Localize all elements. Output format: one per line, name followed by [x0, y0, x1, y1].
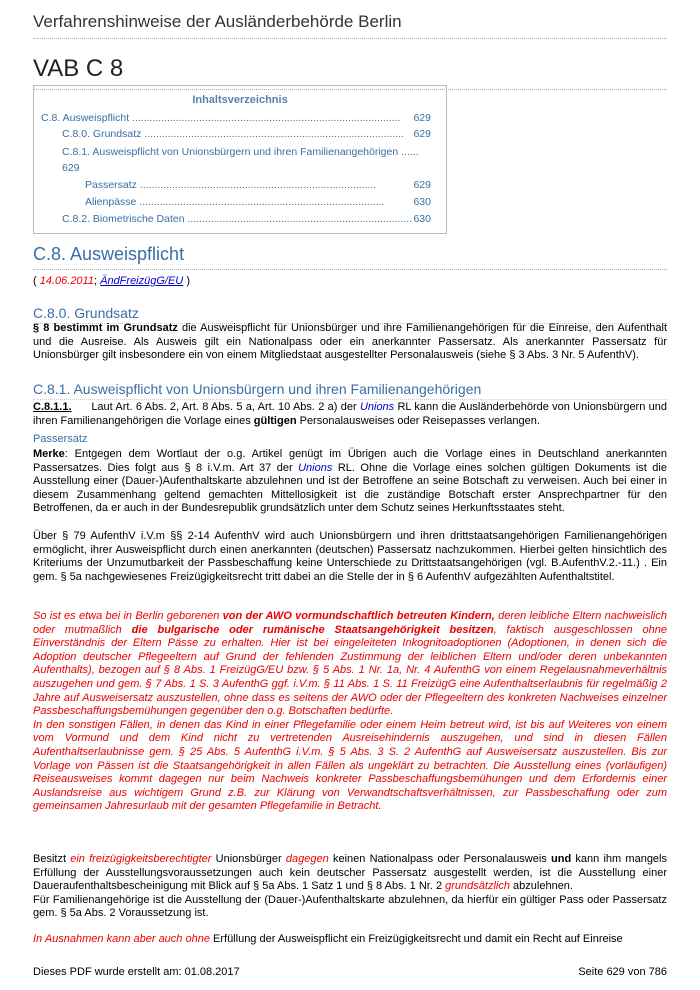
- footer-page: Seite 629 von 786: [578, 966, 667, 978]
- footer-created: Dieses PDF wurde erstellt am: 01.08.2017: [33, 966, 240, 978]
- document-header: Verfahrenshinweise der Ausländerbehörde Berlin: [33, 12, 667, 39]
- document-id: VAB C 8: [33, 55, 667, 90]
- grundsatz-paragraph: § 8 bestimmt im Grundsatz die Ausweispflicht für Unionsbürger und ihre Familienangehörigen für die Einreise, den Aufenthalt und die Ausreise. Als Ausweis gilt ein Nationalpass oder ein anerkannter Passersatz. Als anerkannter Passersatz für Unionsbürger gilt insbesondere ein von einem Mitgliedstaat ausgestellter Personalausweis (siehe § 3 Abs. 3 Nr. 5 AufenthV).: [33, 322, 667, 362]
- table-of-contents: [33, 85, 447, 234]
- amendment-link[interactable]: ÄndFreizügG/EU: [100, 275, 184, 287]
- aufenthv-paragraph: Über § 79 AufenthV i.V.m §§ 2-14 AufenthV wird auch Unionsbürgern und ihren drittstaatsangehörigen Familienangehörigen ermöglicht, ihrer Ausweispflicht durch einen anerkannten (deutschen) Passersatz nachzukommen. Hierbei gelten hinsichtlich des Kriteriums der Unzumutbarkeit der Passbeschaffung keine Unterschiede zu Drittstaatsangehörigen (vgl. B.AufenthV.2.-11.) . Ein gem. § 5a nachgewiesenes Freizügigkeitsrecht tritt dabei an die Stelle der in § 6 AufenthV aufgezählten Aufenthaltstitel.: [33, 530, 667, 583]
- toc-title: Inhaltsverzeichnis: [192, 94, 288, 106]
- section-heading: C.8. Ausweispflicht: [33, 244, 667, 270]
- amendment-date: 14.06.2011: [39, 275, 94, 287]
- amendment-line: ( 14.06.2011; ÄndFreizügG/EU ): [33, 275, 190, 287]
- toc-item[interactable]: C.8.1. Ausweispflicht von Unionsbürgern und ihren Familienangehörigen ......: [62, 146, 419, 158]
- unionsbuerger-heading: C.8.1. Ausweispflicht von Unionsbürgern und ihren Familienangehörigen: [33, 381, 667, 400]
- paragraph-8-1-1: C.8.1.1. Laut Art. 6 Abs. 2, Art. 8 Abs. 5 a, Art. 10 Abs. 2 a) der Unions RL kann die Ausländerbehörde von Unionsbürgern und ihren Familienangehörigen die Vorlage eines gültigen Personalausweises oder Reisepasses verlangen.: [33, 401, 667, 427]
- grundsatz-heading: C.8.0. Grundsatz: [33, 305, 667, 324]
- toc-item[interactable]: C.8.0. Grundsatz ......................................................................................... 629: [62, 128, 431, 140]
- toc-item[interactable]: C.8.2. Biometrische Daten ............................................................................. 630: [62, 213, 431, 225]
- merke-paragraph: Merke: Entgegen dem Wortlaut der o.g. Artikel genügt im Übrigen auch die Vorlage eines in Deutschland anerkannten Passersatzes. Dies folgt aus § 8 i.V.m. Art 37 der Unions RL. Ohne die Vorlage eines solchen gültigen Dokuments ist die Ausstellung einer (Dauer-)Aufenthaltskarte abzulehnen und ist der Betroffene an seine Botschaft zu verweisen. Auch bei einer in diesem Zusammenhang geltend gemachten Mittellosigkeit ist die zuständige Botschaft erster Ansprechpartner für den Betroffenen, da er auch in der Bundesrepublik grundsätzlich unter dem Schutz seines Herkunftsstaates steht.: [33, 448, 667, 515]
- freizuegigkeit-paragraph: Besitzt ein freizügigkeitsberechtigter Unionsbürger dagegen keinen Nationalpass oder Personalausweis und kann ihm mangels Erfüllung der Ausstellungsvoraussetzungen auch kein deutscher Passersatz ausgestellt werden, ist die Ausstellung einer Daueraufenthaltsbescheinigung mit Blick auf § 5a Abs. 1 Satz 1 und § 8 Abs. 1 Nr. 2 grundsätzlich abzulehnen. Für Familienangehörige ist die Ausstellung der (Dauer-)Aufenthaltskarte abzulehnen, da hierfür ein gültiger Pass oder Passersatz gem. § 5a Abs. 2 Voraussetzung ist.: [33, 853, 667, 920]
- passersatz-heading: Passersatz: [33, 433, 88, 445]
- ausnahmen-paragraph: In Ausnahmen kann aber auch ohne Erfüllung der Ausweispflicht ein Freizügigkeitsrecht und damit ein Recht auf Einreise: [33, 933, 623, 945]
- toc-item[interactable]: Passersatz ................................................................................. 629: [85, 179, 431, 191]
- toc-item[interactable]: C.8. Ausweispflicht ............................................................................................ 629: [41, 112, 431, 124]
- berlin-example-paragraph: So ist es etwa bei in Berlin geborenen von der AWO vormundschaftlich betreuten Kindern, deren leibliche Eltern nachweislich oder mutmaßlich die bulgarische oder rumänische Staatsangehörigkeit besitzen, faktisch ausgeschlossen ohne Einverständnis der Eltern Pässe zu erhalten. Hier ist bei eingeleiteten Inkognitoadoptionen (Adoptionen, in denen sich die Adoption deutscher Pflegeeltern auf Grund der fehlenden Zustimmung der leiblichen Eltern und/oder deren unbekannten Aufenthalts), bezogen auf § 8 Abs. 1 FreizügG/EU bzw. § 5 Abs. 1 Nr. 1a, Nr. 4 AufenthG von einem Regelausnahmeverhältnis auszugehen und gem. § 7 Abs. 1 S. 3 AufenthG ggf. i.V.m. § 11 Abs. 1 S. 11 FreizügG eine Aufenthaltserlaubnis für regelmäßig 2 Jahre auf Ausweisersatz auszustellen, ohne dass es seitens der AWO oder der Pflegeeltern des konkreten Nachweises einzelner Passbeschaffungsbemühungen gegenüber den o.g. Botschaften bedürfte. In den sonstigen Fällen, in denen das Kind in einer Pflegefamilie oder einem Heim betreut wird, ist bis auf Weiteres von einem vom Vormund und dem Kind nicht zu vertretenden Ausreisehindernis auszugehen, und sind in diesen Fällen Aufenthaltserlaubnisse gem. § 25 Abs. 5 AufenthG i.V.m. § 5 Abs. 3 S. 2 AufenthG auf Ausweisersatz auszustellen. Bis zur Vorlage von Pässen ist die Staatsangehörigkeit in allen Fällen als ungeklärt zu betrachten. Die Ausstellung eines (vorläufigen) Reiseausweises kommt dagegen nur beim Nachweis konkreter Passbeschaffungsbemühungen und dem Erfordernis einer Auslandsreise aus wichtigem Grund z.B. zur Klärung von Verwandtschaftsverhältnissen, zur Passbeschaffung oder zum gemeinsamen Jahresurlaub mit der gesamten Pflegefamilie in Betracht.: [33, 610, 667, 813]
- toc-item-page[interactable]: 629: [62, 162, 80, 174]
- toc-item[interactable]: Alienpässe .................................................................................... 630: [85, 196, 431, 208]
